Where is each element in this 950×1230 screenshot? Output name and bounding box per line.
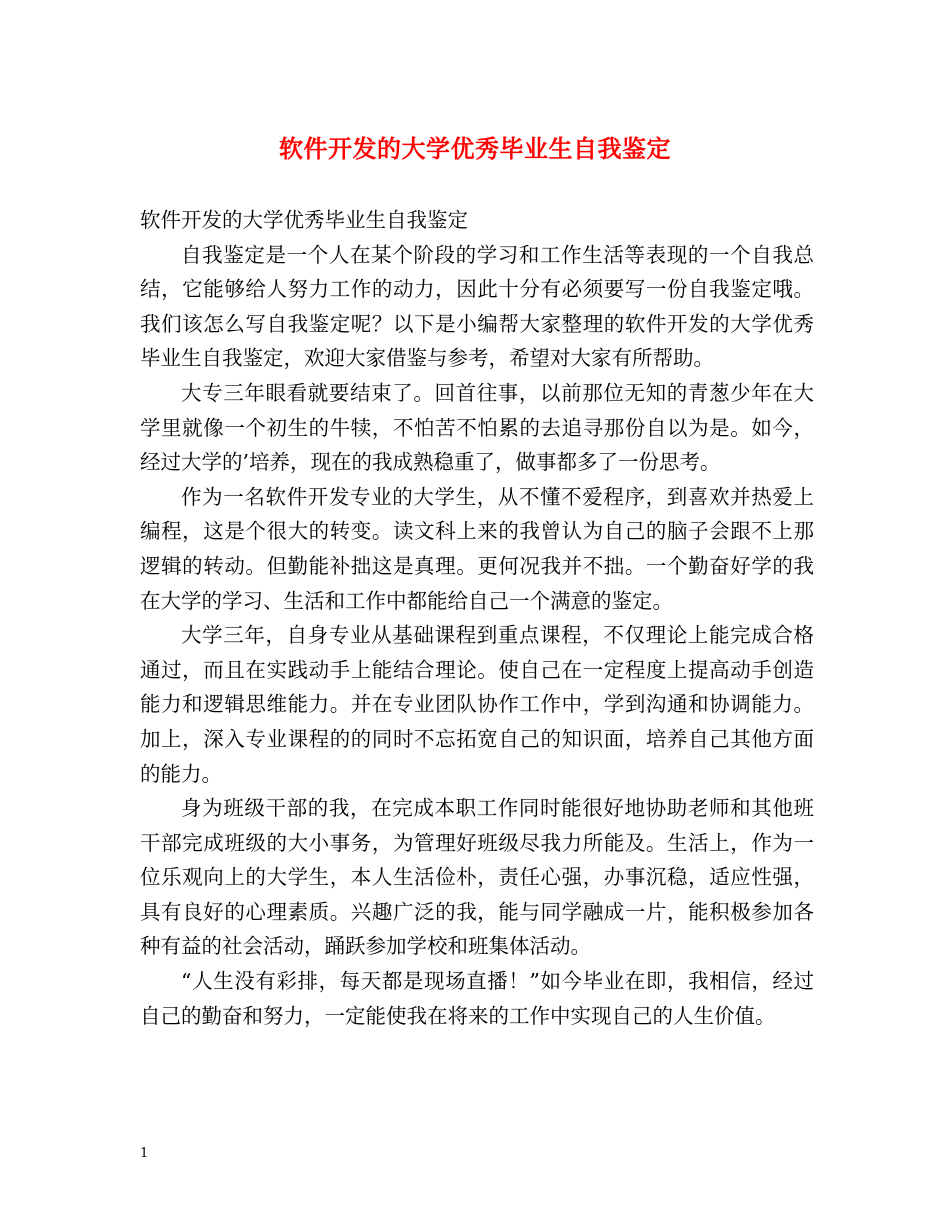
document-body [140,203,814,1033]
paragraph-conclusion: “人生没有彩排，每天都是现场直播！”如今毕业在即，我相信，经过自己的勤奋和努力，一定能使我在将来的工作中实现自己的人生价值。 [140,969,814,1028]
paragraph-intro: 自我鉴定是一个人在某个阶段的学习和工作生活等表现的一个自我总结，它能够给人努力工作的动力，因此十分有必须要写一份自我鉴定哦。我们该怎么写自我鉴定呢？以下是小编帮大家整理的软件开发的大学优秀毕业生自我鉴定，欢迎大家借鉴与参考，希望对大家有所帮助。 [140,242,814,371]
paragraph-courses: 大学三年，自身专业从基础课程到重点课程，不仅理论上能完成合格通过，而且在实践动手上能结合理论。使自己在一定程度上提高动手创造能力和逻辑思维能力。并在专业团队协作工作中，学到沟通和协调能力。加上，深入专业课程的的同时不忘拓宽自己的知识面，培养自己其他方面的能力。 [140,623,814,786]
paragraph-programming: 作为一名软件开发专业的大学生，从不懂不爱程序，到喜欢并热爱上编程，这是个很大的转变。读文科上来的我曾认为自己的脑子会跟不上那逻辑的转动。但勤能补拙这是真理。更何况我并不拙。一个勤奋好学的我在大学的学习、生活和工作中都能给自己一个满意的鉴定。 [140,484,814,613]
paragraph-class-cadre: 身为班级干部的我，在完成本职工作同时能很好地协助老师和其他班干部完成班级的大小事务，为管理好班级尽我力所能及。生活上，作为一位乐观向上的大学生，本人生活俭朴，责任心强，办事沉稳，适应性强，具有良好的心理素质。兴趣广泛的我，能与同学融成一片，能积极参加各种有益的社会活动，踊跃参加学校和班集体活动。 [140,796,814,959]
paragraph-looking-back: 大专三年眼看就要结束了。回首往事，以前那位无知的青葱少年在大学里就像一个初生的牛犊，不怕苦不怕累的去追寻那份自以为是。如今，经过大学的’培养，现在的我成熟稳重了，做事都多了一份思考。 [140,380,814,475]
document-subtitle: 软件开发的大学优秀毕业生自我鉴定 [140,208,468,232]
document-title: 软件开发的大学优秀毕业生自我鉴定 [279,134,671,163]
page-number: 1 [140,1146,149,1161]
